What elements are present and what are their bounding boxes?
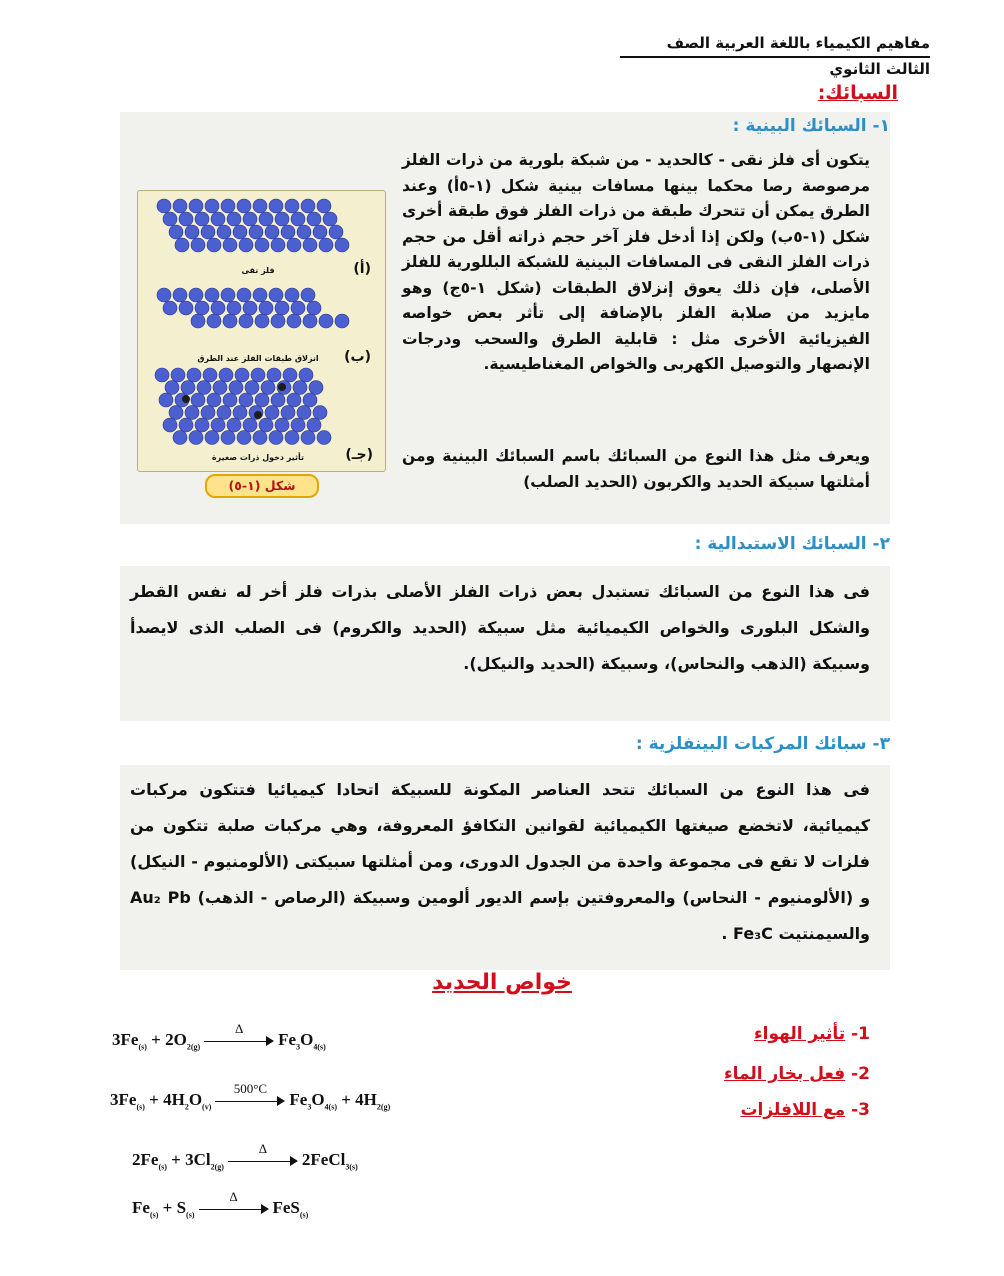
- equation-3: [132, 1141, 358, 1172]
- metal-atom: [201, 406, 215, 420]
- metal-atom: [283, 368, 297, 382]
- metal-atom: [175, 238, 189, 252]
- metal-atom: [269, 288, 283, 302]
- metal-atom: [293, 381, 307, 395]
- metal-atom: [163, 301, 177, 315]
- metal-atom: [259, 418, 273, 432]
- metal-atom: [285, 288, 299, 302]
- metal-atom: [207, 238, 221, 252]
- metal-atom: [253, 431, 267, 445]
- metal-atom: [173, 199, 187, 213]
- metal-atom: [173, 288, 187, 302]
- panel-b-caption: انزلاق طبقات الفلز عند الطرق: [197, 354, 319, 363]
- intermetallic-heading: ٣- سبائك المركبات البينفلزية :: [635, 734, 890, 754]
- metal-atom: [271, 238, 285, 252]
- metal-atom: [219, 368, 233, 382]
- products: $Fe_3O_{4(s)}$: [278, 1030, 326, 1052]
- metal-atom: [211, 301, 225, 315]
- reaction-condition: 500°C: [233, 1081, 268, 1097]
- metal-atom: [291, 301, 305, 315]
- reaction-arrow: [215, 1081, 285, 1109]
- metal-atom: [191, 314, 205, 328]
- metal-atom: [195, 301, 209, 315]
- metal-atom: [271, 314, 285, 328]
- iron-property-1: [754, 1024, 870, 1044]
- metal-atom: [259, 212, 273, 226]
- metal-atom: [211, 212, 225, 226]
- metal-atom: [317, 431, 331, 445]
- metal-atom: [255, 238, 269, 252]
- metal-atom: [307, 418, 321, 432]
- metal-atom: [223, 238, 237, 252]
- metal-atom: [159, 393, 173, 407]
- metal-atom: [299, 368, 313, 382]
- alloy-lattice-figure: [137, 190, 386, 472]
- metal-atom: [235, 368, 249, 382]
- metal-atom: [243, 212, 257, 226]
- metal-atom: [185, 406, 199, 420]
- metal-atom: [329, 225, 343, 239]
- metal-atom: [207, 314, 221, 328]
- metal-atom: [287, 238, 301, 252]
- metal-atom: [229, 381, 243, 395]
- metal-atom: [271, 393, 285, 407]
- metal-atom: [265, 225, 279, 239]
- metal-atom: [291, 212, 305, 226]
- metal-atom: [203, 368, 217, 382]
- metal-atom: [191, 393, 205, 407]
- metal-atom: [249, 225, 263, 239]
- iron-properties-title: خواص الحديد: [432, 970, 572, 995]
- metal-atom: [191, 238, 205, 252]
- metal-atom: [171, 368, 185, 382]
- metal-atom: [187, 368, 201, 382]
- metal-atom: [169, 225, 183, 239]
- item-number: 3-: [851, 1100, 870, 1120]
- item-label: مع اللافلزات: [740, 1100, 846, 1120]
- metal-atom: [309, 381, 323, 395]
- header-title: مفاهيم الكيمياء باللغة العربية الصف الثالث الثانوي: [666, 34, 930, 78]
- metal-atom: [223, 393, 237, 407]
- metal-atom: [281, 406, 295, 420]
- metal-atom: [265, 406, 279, 420]
- metal-atom: [227, 301, 241, 315]
- metal-atom: [301, 431, 315, 445]
- metal-atom: [287, 393, 301, 407]
- interstitial-paragraph-2: ويعرف مثل هذا النوع من السبائك باسم السبائك البينية ومن أمثلتها سبيكة الحديد والكربون (الحديد الصلب): [402, 447, 870, 491]
- panel-c-caption: تأثير دخول ذرات صغيرة: [211, 453, 305, 462]
- iron-property-2: [724, 1064, 870, 1084]
- metal-atom: [217, 225, 231, 239]
- alloys-title: السبائك:: [817, 82, 898, 104]
- metal-atom: [223, 314, 237, 328]
- metal-atom: [213, 381, 227, 395]
- metal-atom: [157, 288, 171, 302]
- item-number: 1-: [851, 1024, 870, 1044]
- products: FeS$_{(s)}$: [272, 1198, 309, 1220]
- metal-atom: [291, 418, 305, 432]
- metal-atom: [261, 381, 275, 395]
- metal-atom: [197, 381, 211, 395]
- metal-atom: [307, 212, 321, 226]
- metal-atom: [237, 431, 251, 445]
- metal-atom: [195, 212, 209, 226]
- equation-4: [132, 1189, 309, 1220]
- metal-atom: [233, 225, 247, 239]
- metal-atom: [201, 225, 215, 239]
- metal-atom: [227, 212, 241, 226]
- substitutional-heading: ٢- السبائك الاستبدالية :: [694, 534, 890, 554]
- metal-atom: [281, 225, 295, 239]
- reactants: $2Fe_{(s)} + 3Cl_{2(g)}$: [132, 1150, 224, 1172]
- metal-atom: [245, 381, 259, 395]
- metal-atom: [239, 314, 253, 328]
- metal-atom: [285, 199, 299, 213]
- metal-atom: [301, 199, 315, 213]
- metal-atom: [335, 314, 349, 328]
- reaction-arrow: [204, 1021, 274, 1049]
- reaction-arrow: [228, 1141, 298, 1169]
- item-number: 2-: [851, 1064, 870, 1084]
- metal-atom: [285, 431, 299, 445]
- substitutional-paragraph: فى هذا النوع من السبائك تستبدل بعض ذرات الفلز الأصلى بذرات فلز أخر له نفس القطر والشكل البلورى والخواص الكيميائية مثل سبيكة (الحديد والكروم) فى الصلب الذى لايصدأ وسبيكة (الذهب والنحاس)، وسبيكة (الحديد والنيكل).: [130, 582, 870, 673]
- metal-atom: [319, 314, 333, 328]
- metal-atom: [179, 301, 193, 315]
- metal-atom: [287, 314, 301, 328]
- figure-caption: شكل (١-٥): [205, 474, 319, 498]
- lattice-illustration: [138, 191, 385, 471]
- metal-atom: [211, 418, 225, 432]
- metal-atom: [163, 212, 177, 226]
- metal-atom: [253, 199, 267, 213]
- metal-atom: [195, 418, 209, 432]
- metal-atom: [297, 406, 311, 420]
- metal-atom: [221, 431, 235, 445]
- metal-atom: [307, 301, 321, 315]
- panel-a-caption: فلز نقى: [241, 266, 275, 275]
- item-label: تأثير الهواء: [753, 1024, 846, 1044]
- interstitial-heading: ١- السبائك البينية :: [732, 116, 890, 136]
- metal-atom: [189, 288, 203, 302]
- equation-1: [112, 1021, 326, 1052]
- metal-atom: [181, 381, 195, 395]
- metal-atom: [275, 418, 289, 432]
- metal-atom: [297, 225, 311, 239]
- metal-atom: [179, 212, 193, 226]
- metal-atom: [259, 301, 273, 315]
- metal-atom: [165, 381, 179, 395]
- metal-atom: [253, 288, 267, 302]
- metal-atom: [323, 212, 337, 226]
- metal-atom: [319, 238, 333, 252]
- metal-atom: [221, 288, 235, 302]
- panel-a-label: (أ): [353, 261, 371, 277]
- reaction-arrow: [199, 1189, 269, 1217]
- metal-atom: [163, 418, 177, 432]
- metal-atom: [233, 406, 247, 420]
- metal-atom: [303, 314, 317, 328]
- metal-atom: [243, 301, 257, 315]
- metal-atom: [335, 238, 349, 252]
- reaction-condition: Δ: [234, 1021, 244, 1037]
- metal-atom: [313, 406, 327, 420]
- reactants: $3Fe_{(s)} + 2O_{2(g)}$: [112, 1030, 201, 1052]
- intermetallic-paragraph: فى هذا النوع من السبائك تتحد العناصر المكونة للسبيكة اتحادا كيميائيا فتتكون مركبات كيميائية، لاتخضع صيغتها الكيميائية لقوانين التكافؤ المعروفة، وهي مركبات صلبة تتكون من فلزات لا تقع فى مجموعة واحدة من الجدول الدورى، ومن أمثلتها سبيكتى (الألومنيوم - النيكل) و (الألومنيوم - النحاس) والمعروفتين بإسم الديور ألومين وسبيكة (الرصاص - الذهب) Au₂ Pb والسيمنتيت Fe₃C .: [130, 780, 871, 943]
- metal-atom: [205, 431, 219, 445]
- interstitial-atom: [254, 411, 262, 419]
- metal-atom: [189, 431, 203, 445]
- metal-atom: [317, 199, 331, 213]
- metal-atom: [269, 199, 283, 213]
- metal-atom: [155, 368, 169, 382]
- metal-atom: [303, 238, 317, 252]
- metal-atom: [227, 418, 241, 432]
- metal-atom: [313, 225, 327, 239]
- metal-atom: [301, 288, 315, 302]
- interstitial-paragraph: يتكون أى فلز نقى - كالحديد - من شبكة بلورية من ذرات الفلز مرصوصة رصا محكما بينها مسافات بينية شكل (١-٥أ) وعند الطرق يمكن أن تتحرك طبقة من ذرات الفلز فوق طبقة أخرى شكل (١-٥ب) ولكن إذا أدخل فلز آخر حجم ذراته أقل من حجم ذرات الفلز النقى فى المسافات البينية للشبكة البللورية للفلز الأصلى، فإن ذلك يعوق إنزلاق الطبقات (شكل ١-٥ج) وهو مايزيد من صلابة الفلز بالإضافة إلى تأثر بعض خواصه الفيزيائية الأخرى مثل : قابلية الطرق والسحب ودرجات الإنصهار والتوصيل الكهربى والخواص المغناطيسية.: [402, 151, 871, 373]
- metal-atom: [243, 418, 257, 432]
- reactants: $3Fe_{(s)} + 4H_2O_{(v)}$: [110, 1090, 212, 1112]
- equation-2: [110, 1081, 391, 1112]
- metal-atom: [221, 199, 235, 213]
- metal-atom: [207, 393, 221, 407]
- page-header: [620, 30, 930, 78]
- metal-atom: [157, 199, 171, 213]
- metal-atom: [237, 288, 251, 302]
- products: $Fe_3O_{4(s)} + 4H_{2(g)}$: [289, 1090, 391, 1112]
- reaction-condition: Δ: [229, 1189, 238, 1205]
- item-label: فعل بخار الماء: [723, 1064, 846, 1084]
- iron-property-3: [740, 1100, 870, 1120]
- header-rule: [620, 56, 930, 58]
- metal-atom: [179, 418, 193, 432]
- panel-b-label: (ب): [344, 349, 371, 365]
- metal-atom: [173, 431, 187, 445]
- metal-atom: [255, 314, 269, 328]
- metal-atom: [169, 406, 183, 420]
- products: 2FeCl$_{3(s)}$: [301, 1150, 358, 1172]
- metal-atom: [251, 368, 265, 382]
- metal-atom: [275, 212, 289, 226]
- interstitial-atom: [182, 395, 190, 403]
- panel-c-label: (جـ): [345, 447, 373, 463]
- metal-atom: [189, 199, 203, 213]
- metal-atom: [239, 393, 253, 407]
- metal-atom: [275, 301, 289, 315]
- reactants: $Fe_{(s)} + S_{(s)}$: [132, 1198, 195, 1220]
- metal-atom: [255, 393, 269, 407]
- metal-atom: [205, 288, 219, 302]
- metal-atom: [267, 368, 281, 382]
- metal-atom: [303, 393, 317, 407]
- interstitial-atom: [278, 383, 286, 391]
- metal-atom: [205, 199, 219, 213]
- metal-atom: [217, 406, 231, 420]
- metal-atom: [239, 238, 253, 252]
- metal-atom: [237, 199, 251, 213]
- reaction-condition: Δ: [258, 1141, 268, 1157]
- metal-atom: [269, 431, 283, 445]
- metal-atom: [185, 225, 199, 239]
